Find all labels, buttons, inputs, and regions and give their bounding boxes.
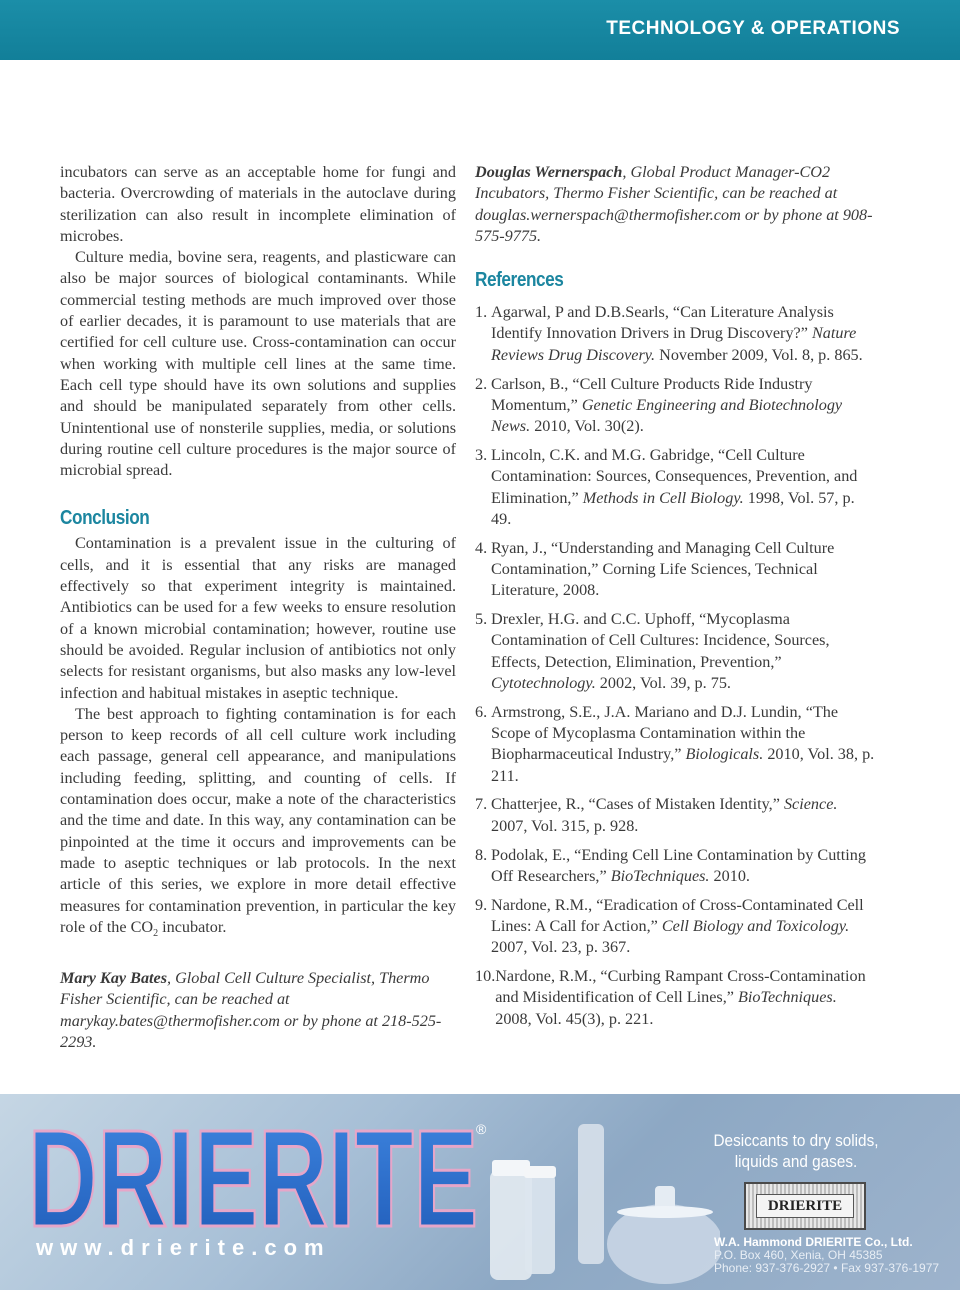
badge-label: DRIERITE	[756, 1194, 854, 1218]
subscript: 2	[153, 927, 159, 939]
left-column	[60, 162, 456, 1053]
reference-number: 9.	[475, 895, 488, 914]
reference-details: November 2009, Vol. 8, p. 865.	[655, 345, 863, 364]
paragraph: Contamination is a prevalent issue in the culturing of cells, and it is essential that any risks are managed effectively so that experiment integrity is maintained. Antibiotics can be used for a few weeks to ensure resolution of a known microbial contamination; however, routine use should be avoided. Regular inclusion of antibiotics not only selects for resistant organisms, but also masks any low-level infection and habitual mistakes in aseptic technique.	[60, 534, 456, 702]
drierite-logo	[28, 1108, 528, 1248]
reference-text	[491, 445, 875, 530]
reference-citation: Nardone, R.M., “Curbing Rampant Cross-Contamination and Misidentification of Cell Lines,”	[495, 967, 866, 1007]
drierite-advertisement[interactable]	[0, 1094, 960, 1290]
registered-mark: ®	[476, 1121, 487, 1137]
reference-text	[495, 966, 875, 1030]
reference-details: 2010, Vol. 38, p. 211.	[491, 745, 875, 785]
company-name: W.A. Hammond DRIERITE Co., Ltd.	[714, 1235, 913, 1249]
reference-text	[491, 538, 875, 602]
author-name: Mary Kay Bates	[60, 969, 168, 988]
paragraph-text: incubator.	[158, 917, 227, 936]
reference-journal: Cytotechnology.	[491, 673, 596, 692]
reference-number: 7.	[475, 795, 488, 814]
reference-citation: Carlson, B., “Cell Culture Products Ride Industry Momentum,”	[491, 374, 813, 414]
reference-item	[475, 445, 875, 530]
reference-journal: Nature Reviews Drug Discovery.	[491, 324, 857, 364]
author-bio-text: , Global Product Manager-CO2 Incubators, Thermo Fisher Scientific, can be reached at douglas.wernerspach@thermofisher.com or by phone at 908-575-9775.	[475, 163, 873, 245]
reference-number: 10.	[475, 967, 496, 985]
references-list	[475, 302, 875, 1030]
reference-text	[491, 895, 875, 959]
reference-citation: Lincoln, C.K. and M.G. Gabridge, “Cell Culture Contamination: Sources, Consequences, Prevention, and Elimination,”	[491, 445, 858, 507]
company-contact	[714, 1236, 939, 1275]
logo-wordmark: DRIERITE	[28, 1108, 478, 1248]
reference-citation: Podolak, E., “Ending Cell Line Contamination by Cutting Off Researchers,”	[491, 845, 866, 885]
paragraph	[60, 704, 456, 944]
company-address: P.O. Box 460, Xenia, OH 45385	[714, 1248, 883, 1262]
reference-number: 2.	[475, 374, 488, 393]
paragraph-text: The best approach to fighting contamination is for each person to keep records of all cell culture work including each passage, general cell appearance, and manipulations including feeding, splitting, and counting of cells. If contamination does occur, make a note of the characteristics and the time and date. In this way, any contamination can be pinpointed at the time it occurs and improvements can be made to aseptic techniques or lab protocols. In the next article of this series, we explore in more detail effective measures for contamination prevention, in particular the key role of the CO	[60, 704, 456, 936]
reference-details: 2002, Vol. 39, p. 75.	[595, 673, 731, 692]
reference-item	[475, 374, 875, 438]
reference-journal: Cell Biology and Toxicology.	[661, 916, 850, 935]
reference-journal: BioTechniques.	[738, 988, 837, 1007]
reference-citation: Ryan, J., “Understanding and Managing Cell Culture Contamination,” Corning Life Sciences, Technical Literature, 2008.	[491, 538, 835, 600]
reference-number: 5.	[475, 610, 488, 629]
reference-number: 4.	[475, 538, 488, 557]
reference-number: 8.	[475, 845, 488, 864]
reference-journal: Methods in Cell Biology.	[582, 488, 744, 507]
reference-text	[491, 702, 875, 787]
tagline-line: Desiccants to dry solids,	[713, 1131, 879, 1150]
paragraph: incubators can serve as an acceptable home for fungi and bacteria. Overcrowding of materials in the autoclave during sterilization can also result in incomplete elimination of microbes.	[60, 163, 456, 245]
conclusion-heading: Conclusion	[60, 507, 150, 530]
advertiser-url[interactable]: www.drierite.com	[36, 1235, 331, 1260]
reference-citation: Agarwal, P and D.B.Searls, “Can Literature Analysis Identify Innovation Drivers in Drug Discovery?”	[491, 303, 834, 343]
reference-item	[475, 302, 875, 366]
reference-citation: Nardone, R.M., “Eradication of Cross-Contaminated Cell Lines: A Call for Action,”	[491, 895, 864, 935]
reference-number: 1.	[475, 303, 488, 322]
reference-item	[475, 794, 875, 837]
company-phone: Phone: 937-376-2927 • Fax 937-376-1977	[714, 1261, 940, 1275]
reference-number: 3.	[475, 445, 488, 464]
author-name: Douglas Wernerspach	[475, 163, 623, 181]
reference-journal: Genetic Engineering and Biotechnology News.	[491, 395, 843, 436]
reference-item	[475, 845, 875, 888]
author-bio	[475, 162, 875, 247]
reference-text	[491, 302, 875, 366]
ad-tagline	[706, 1130, 886, 1172]
reference-details: 2010, Vol. 30(2).	[530, 417, 644, 436]
tagline-line: liquids and gases.	[734, 1152, 858, 1171]
reference-text	[491, 609, 875, 694]
reference-journal: Science.	[783, 795, 838, 814]
author-bio	[60, 968, 456, 1053]
reference-journal: BioTechniques.	[610, 866, 710, 885]
reference-item	[475, 895, 875, 959]
reference-text	[491, 794, 875, 837]
reference-details: 1998, Vol. 57, p. 49.	[491, 488, 855, 528]
reference-number: 6.	[475, 702, 488, 721]
right-column	[475, 162, 875, 1037]
reference-journal: Biologicals.	[685, 745, 764, 764]
reference-citation: Drexler, H.G. and C.C. Uphoff, “Mycoplasma Contamination of Cell Cultures: Incidence, Sources, Effects, Detection, Elimination, Prevention,”	[491, 610, 830, 671]
paragraph: Culture media, bovine sera, reagents, and plasticware can also be major sources of biological contaminants. While commercial testing methods are much improved over those of earlier decades, it is paramount to use materials that are certified for cell culture use. Cross-contamination can occur when working with multiple cell lines at the same time. Each cell type should have its own solutions and supplies and should be manipulated separately from other cells. Unintentional use of nonsterile supplies, media, or solutions during routine cell culture procedures is the major source of microbial spread.	[60, 248, 456, 480]
reference-citation: Armstrong, S.E., J.A. Mariano and D.J. Lundin, “The Scope of Mycoplasma Contamination within the Biopharmaceutical Industry,”	[491, 702, 839, 764]
reference-text	[491, 374, 875, 438]
reference-citation: Chatterjee, R., “Cases of Mistaken Identity,”	[491, 795, 784, 814]
reference-details: 2007, Vol. 315, p. 928.	[491, 816, 639, 835]
author-bio-text: , Global Cell Culture Specialist, Thermo Fisher Scientific, can be reached at marykay.bates@thermofisher.com or by phone at 218-525-2293.	[60, 969, 442, 1051]
reference-item	[475, 609, 875, 694]
section-header-bar	[0, 0, 960, 60]
reference-details: 2007, Vol. 23, p. 367.	[491, 938, 631, 957]
reference-item	[475, 702, 875, 787]
reference-item	[475, 538, 875, 602]
section-title: TECHNOLOGY & OPERATIONS	[606, 18, 900, 39]
references-heading: References	[475, 269, 564, 292]
drierite-badge-logo	[744, 1182, 866, 1230]
reference-item	[475, 966, 875, 1030]
reference-details: 2008, Vol. 45(3), p. 221.	[495, 1009, 654, 1028]
reference-details: 2010.	[709, 866, 750, 885]
reference-text	[491, 845, 875, 888]
product-jars-image	[470, 1094, 720, 1290]
